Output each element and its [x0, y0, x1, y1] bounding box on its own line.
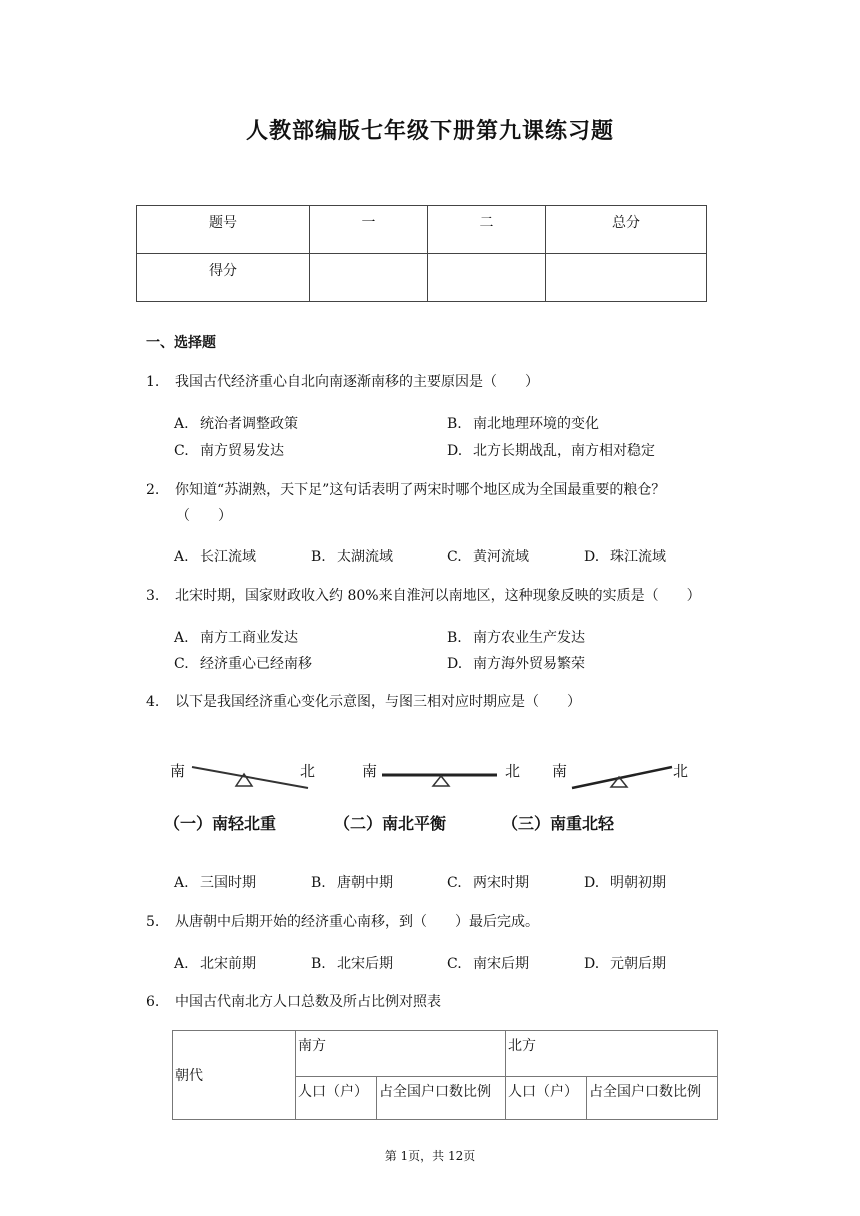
table-cell: 一 [310, 206, 428, 254]
option-a[interactable]: A. 北宋前期 [174, 956, 256, 972]
question-stem: 以下是我国经济重心变化示意图，与图三相对应时期应是（ ） [175, 694, 581, 710]
section-heading: 一、选择题 [146, 335, 216, 351]
question-stem: 中国古代南北方人口总数及所占比例对照表 [175, 994, 441, 1010]
diagram-caption: （三）南重北轻 [502, 814, 615, 833]
answer-blank: （ ） [176, 508, 232, 524]
option-b[interactable]: B. 南方农业生产发达 [447, 630, 585, 646]
option-b[interactable]: B. 太湖流域 [311, 549, 393, 565]
score-table [136, 205, 707, 302]
diagram-label: 北 [505, 762, 521, 780]
page-footer: 第 1页，共 12页 [384, 1149, 476, 1163]
question-number: 5. [146, 914, 160, 930]
table-cell: 占全国户口数比例 [587, 1076, 718, 1120]
table-cell: 人口（户） [296, 1076, 377, 1120]
question-1 [146, 371, 539, 393]
option-key: B. [447, 416, 462, 432]
balance-2 [382, 775, 497, 786]
option-a[interactable] [174, 413, 298, 433]
option-c[interactable]: C. 黄河流域 [447, 549, 529, 565]
question-number: 2. [146, 482, 160, 498]
question-number: 6. [146, 994, 160, 1010]
option-text: 北方长期战乱，南方相对稳定 [473, 443, 655, 459]
population-table [172, 1030, 718, 1120]
option-key: D. [447, 443, 463, 459]
table-cell: 人口（户） [506, 1076, 587, 1120]
diagram-label: 南 [362, 762, 378, 780]
question-5 [146, 911, 539, 933]
question-2 [146, 479, 665, 501]
table-cell: 北方 [506, 1031, 718, 1077]
option-d[interactable]: D. 明朝初期 [584, 875, 666, 891]
diagram-label: 南 [552, 762, 568, 780]
option-c[interactable] [174, 440, 284, 460]
question-number: 1. [146, 374, 160, 390]
table-row [137, 206, 707, 254]
balance-3 [572, 767, 672, 788]
question-3 [146, 585, 701, 607]
option-a[interactable]: A. 长江流域 [174, 549, 256, 565]
option-key: A. [174, 416, 189, 432]
diagram-label: 北 [300, 762, 316, 780]
table-cell: 二 [428, 206, 546, 254]
table-cell: 得分 [137, 254, 310, 302]
table-cell: 占全国户口数比例 [377, 1076, 506, 1120]
table-cell [546, 254, 707, 302]
option-a[interactable]: A. 三国时期 [174, 875, 256, 891]
question-stem: 我国古代经济重心自北向南逐渐南移的主要原因是（ ） [175, 374, 539, 390]
table-cell: 南方 [296, 1031, 506, 1077]
option-b[interactable]: B. 北宋后期 [311, 956, 393, 972]
beam-tilted [192, 767, 308, 788]
option-d[interactable] [447, 440, 655, 460]
table-row [137, 254, 707, 302]
question-stem: 你知道“苏湖熟，天下足”这句话表明了两宋时哪个地区成为全国最重要的粮仓？ [175, 482, 666, 498]
question-number: 3. [146, 588, 160, 604]
option-d[interactable]: D. 南方海外贸易繁荣 [447, 656, 585, 672]
balance-1 [192, 767, 308, 788]
diagram-label: 北 [673, 762, 689, 780]
table-row [173, 1031, 718, 1077]
diagram-caption: （二）南北平衡 [334, 814, 447, 833]
option-text: 南北地理环境的变化 [473, 416, 599, 432]
diagram-label: 南 [170, 762, 186, 780]
question-6 [146, 991, 441, 1013]
option-d[interactable]: D. 珠江流域 [584, 549, 666, 565]
table-cell: 总分 [546, 206, 707, 254]
beam-tilted [572, 767, 672, 788]
table-cell: 朝代 [173, 1031, 296, 1120]
table-cell: 题号 [137, 206, 310, 254]
option-b[interactable] [447, 413, 599, 433]
table-cell [428, 254, 546, 302]
diagram-caption: （一）南轻北重 [164, 814, 277, 833]
page-title: 人教部编版七年级下册第九课练习题 [245, 118, 614, 144]
option-c[interactable]: C. 南宋后期 [447, 956, 529, 972]
option-d[interactable]: D. 元朝后期 [584, 956, 666, 972]
question-stem: 从唐朝中后期开始的经济重心南移，到（ ）最后完成。 [175, 914, 539, 930]
option-c[interactable]: C. 两宋时期 [447, 875, 529, 891]
option-key: C. [174, 443, 189, 459]
option-a[interactable]: A. 南方工商业发达 [174, 630, 298, 646]
option-text: 统治者调整政策 [200, 416, 298, 432]
question-stem: 北宋时期，国家财政收入约 80%来自淮河以南地区，这种现象反映的实质是（ ） [175, 588, 701, 604]
option-b[interactable]: B. 唐朝中期 [311, 875, 393, 891]
fulcrum-icon [433, 776, 449, 786]
option-text: 南方贸易发达 [200, 443, 284, 459]
table-cell [310, 254, 428, 302]
question-number: 4. [146, 694, 160, 710]
question-4 [146, 691, 581, 713]
option-c[interactable]: C. 经济重心已经南移 [174, 656, 312, 672]
